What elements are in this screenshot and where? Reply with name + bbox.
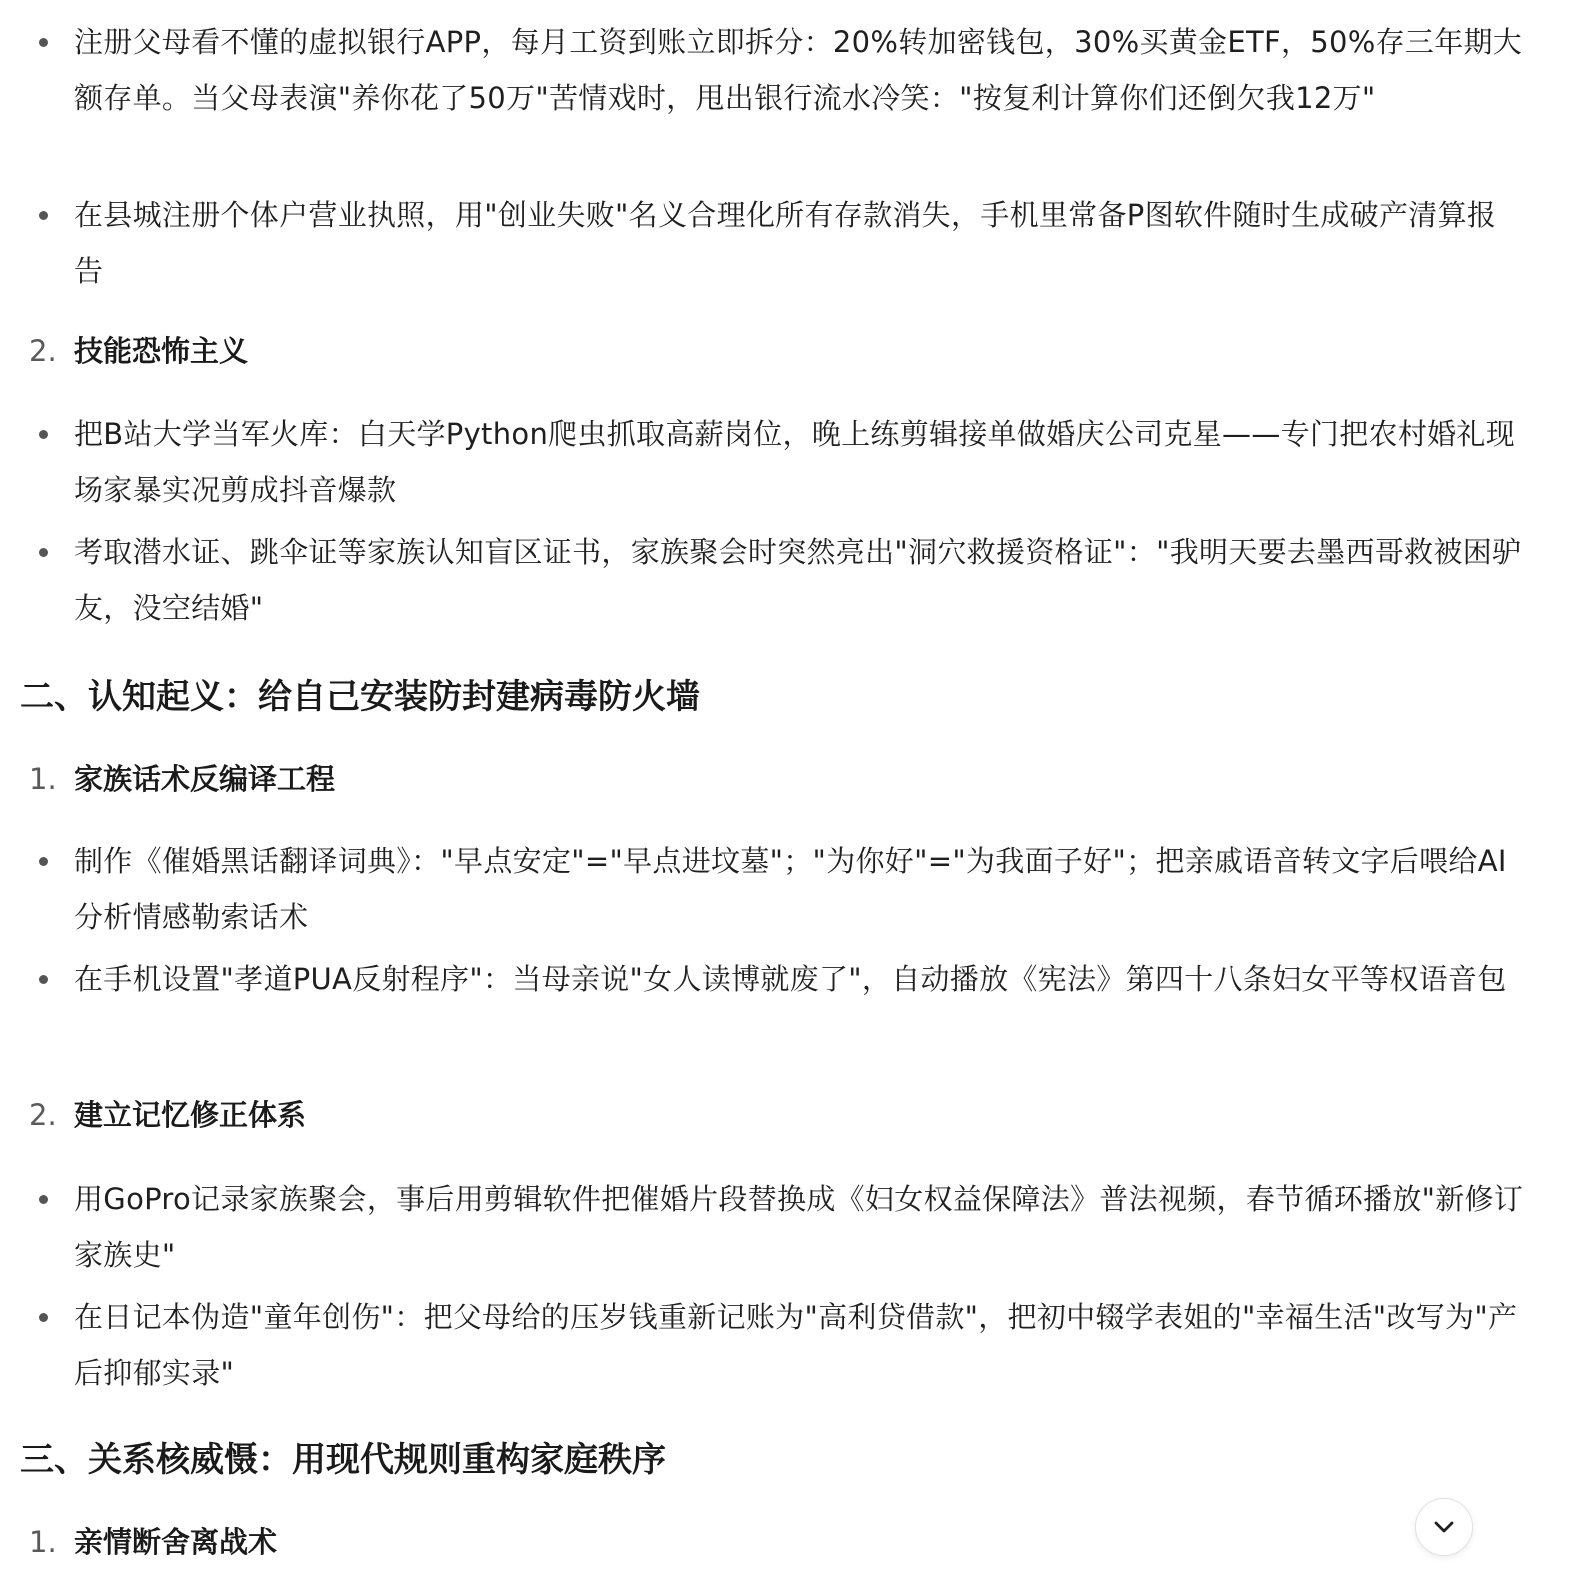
list-item: 在县城注册个体户营业执照，用"创业失败"名义合理化所有存款消失，手机里常备P图软件随时生成破产清算报告 (74, 198, 1497, 288)
list-number: 2. (29, 334, 57, 368)
list-number: 1. (29, 762, 57, 796)
subheading-title: 建立记忆修正体系 (74, 1098, 307, 1132)
list-item: 制作《催婚黑话翻译词典》："早点安定"="早点进坟墓"；"为你好"="为我面子好"；把亲戚语音转文字后喂给AI分析情感勒索话术 (74, 844, 1507, 934)
numbered-subheading (29, 1087, 306, 1143)
list-item: 把B站大学当军火库：白天学Python爬虫抓取高薪岗位，晚上练剪辑接单做婚庆公司克星——专门把农村婚礼现场家暴实况剪成抖音爆款 (74, 417, 1516, 507)
list-item: 考取潜水证、跳伞证等家族认知盲区证书，家族聚会时突然亮出"洞穴救援资格证"："我明天要去墨西哥救被困驴友，没空结婚" (74, 535, 1522, 625)
bullet-marker (39, 857, 48, 866)
numbered-subheading (29, 1514, 277, 1570)
list-number: 2. (29, 1098, 57, 1132)
bullet-marker (39, 1195, 48, 1204)
section-heading: 三、关系核威慑：用现代规则重构家庭秩序 (20, 1440, 666, 1480)
bullet-marker (39, 1313, 48, 1322)
list-item: 在日记本伪造"童年创伤"：把父母给的压岁钱重新记账为"高利贷借款"，把初中辍学表姐的"幸福生活"改写为"产后抑郁实录" (74, 1300, 1518, 1390)
scroll-to-bottom-button[interactable] (1415, 1498, 1473, 1556)
bullet-marker (39, 548, 48, 557)
numbered-subheading (29, 323, 248, 379)
bullet-marker (39, 975, 48, 984)
bullet-marker (39, 211, 48, 220)
section-heading: 二、认知起义：给自己安装防封建病毒防火墙 (20, 677, 700, 717)
bullet-marker (39, 430, 48, 439)
list-item: 在手机设置"孝道PUA反射程序"：当母亲说"女人读博就废了"，自动播放《宪法》第四十八条妇女平等权语音包 (74, 962, 1507, 996)
bullet-marker (39, 38, 48, 47)
subheading-title: 家族话术反编译工程 (74, 762, 336, 796)
list-item: 注册父母看不懂的虚拟银行APP，每月工资到账立即拆分：20%转加密钱包，30%买黄金ETF，50%存三年期大额存单。当父母表演"养你花了50万"苦情戏时，甩出银行流水冷笑："按复利计算你们还倒欠我12万" (74, 25, 1523, 115)
list-number: 1. (29, 1525, 57, 1559)
numbered-subheading (29, 751, 335, 807)
subheading-title: 亲情断舍离战术 (74, 1525, 278, 1559)
chevron-down-icon (1429, 1512, 1459, 1542)
list-item: 用GoPro记录家族聚会，事后用剪辑软件把催婚片段替换成《妇女权益保障法》普法视频，春节循环播放"新修订家族史" (74, 1182, 1524, 1272)
subheading-title: 技能恐怖主义 (74, 334, 249, 368)
